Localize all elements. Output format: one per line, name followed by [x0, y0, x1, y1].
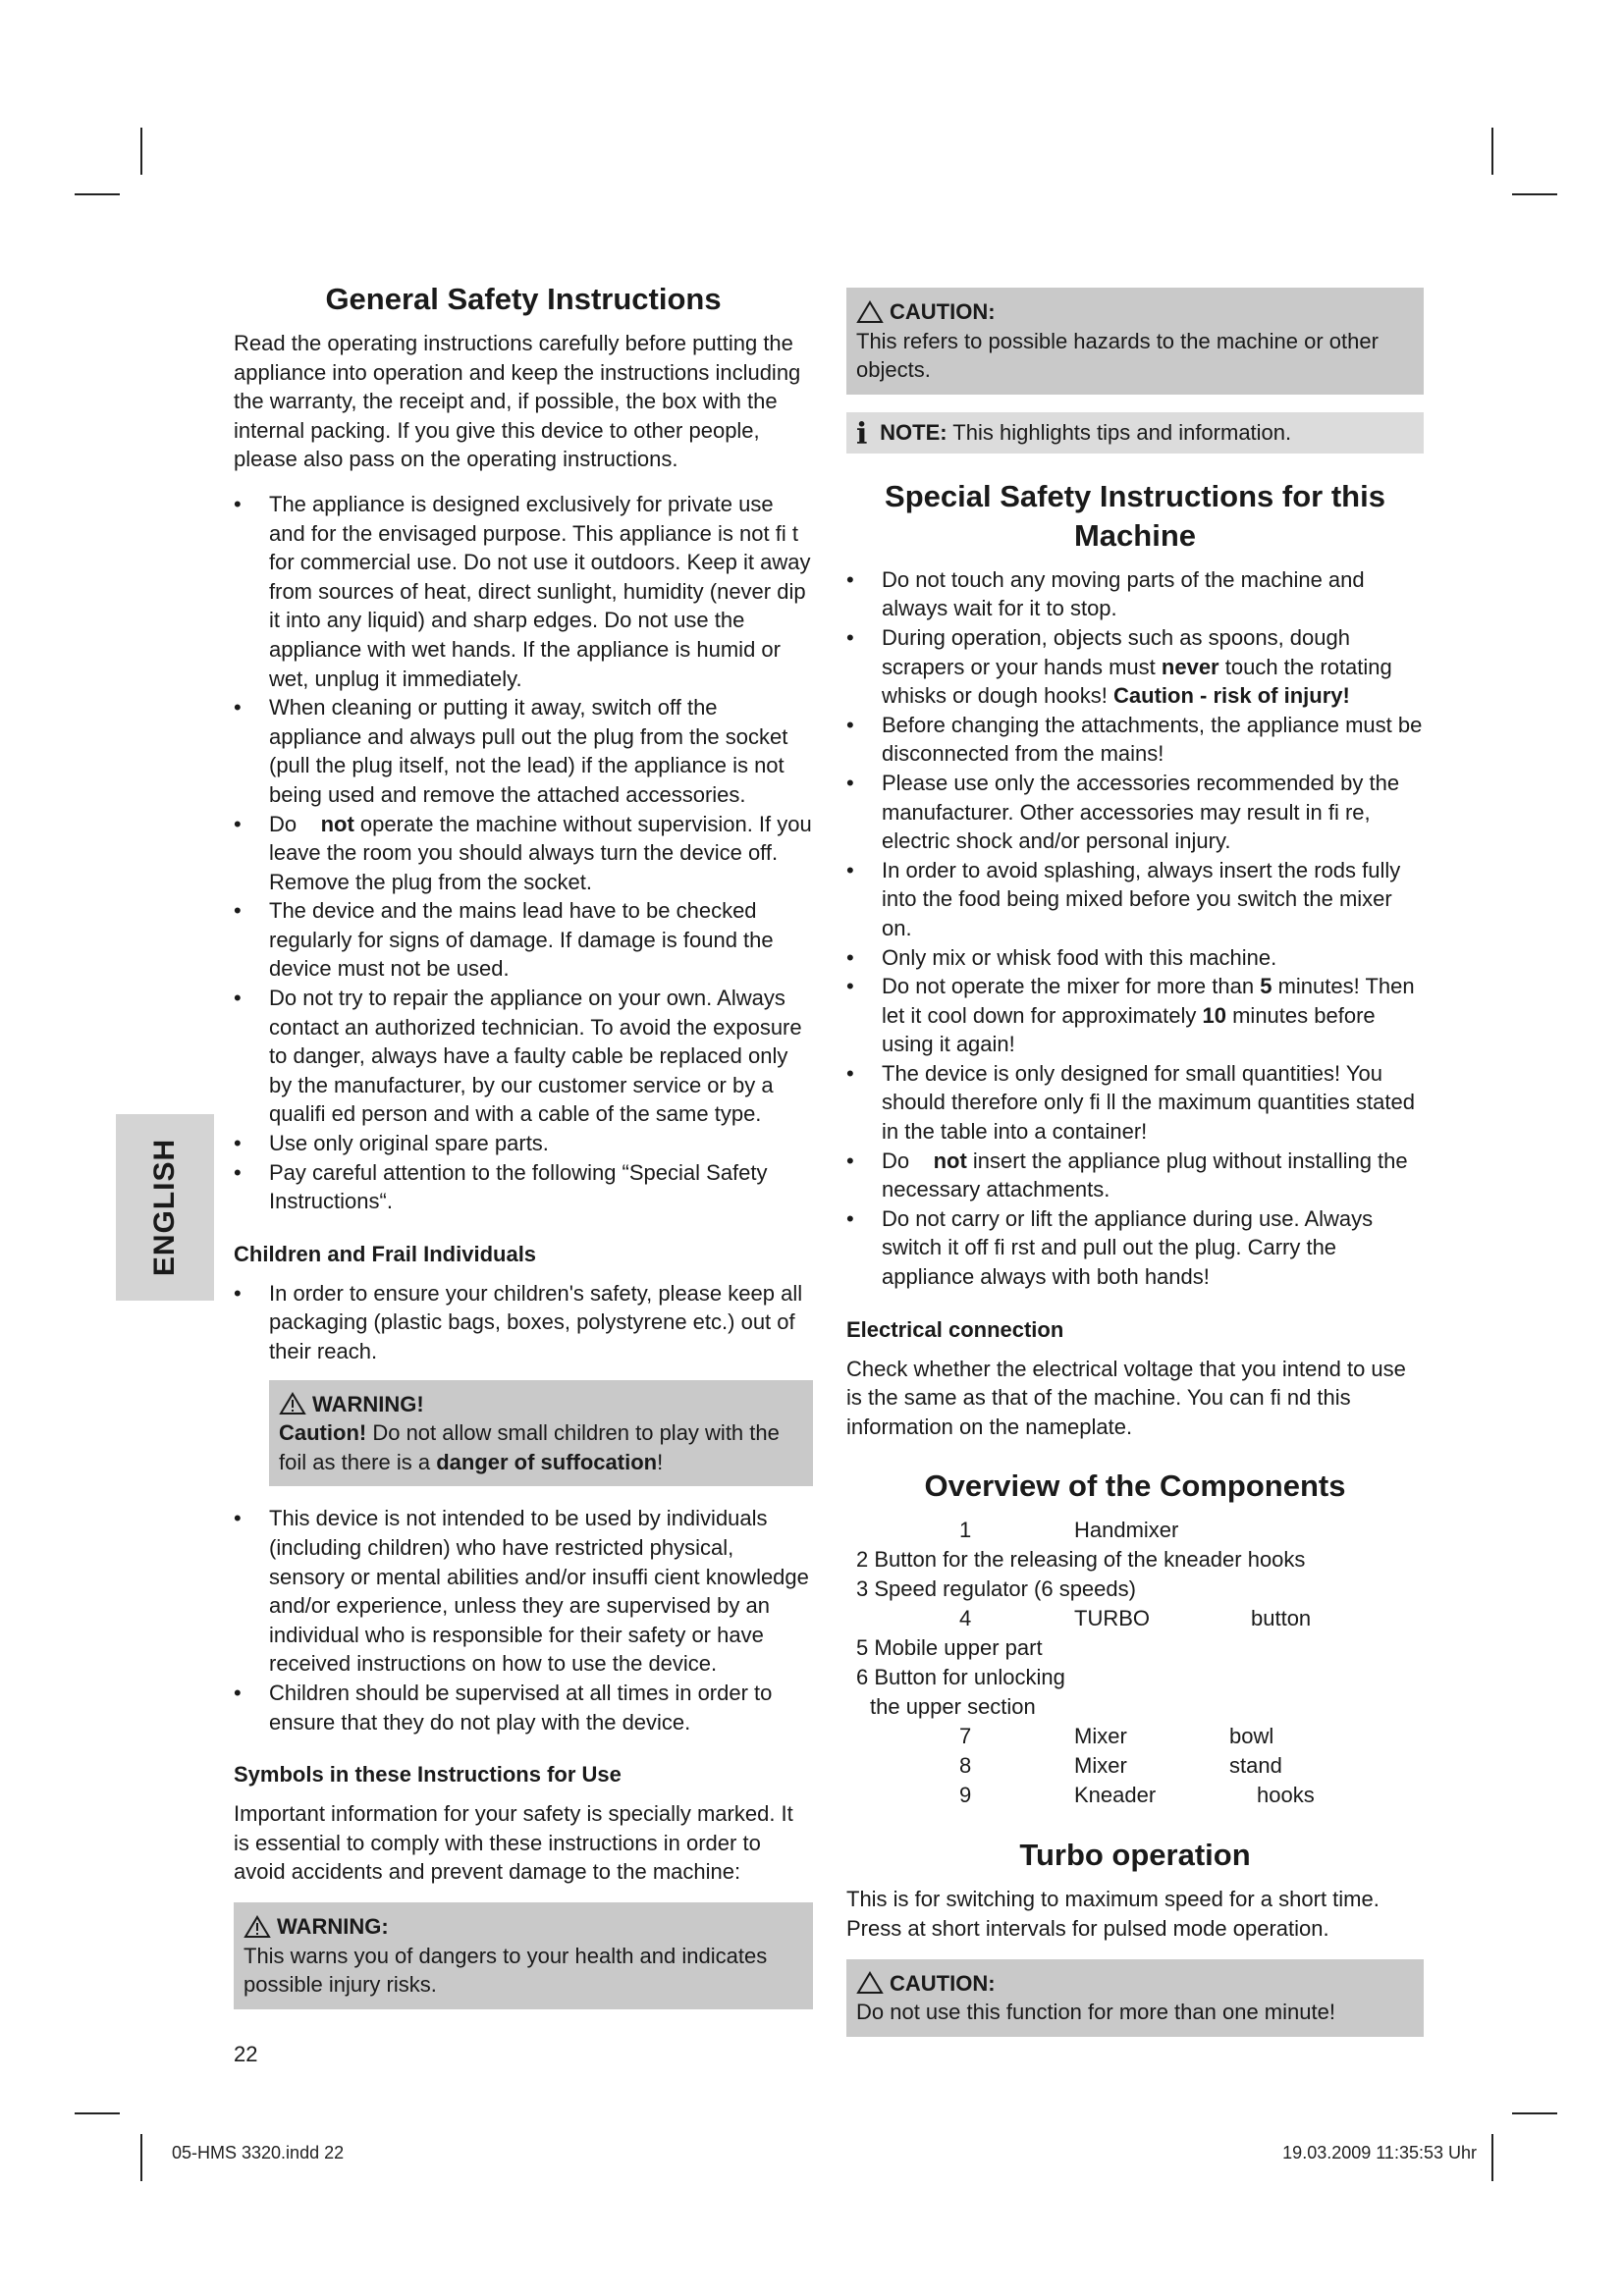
- caution-label: CAUTION:: [890, 299, 996, 324]
- general-safety-title: General Safety Instructions: [325, 282, 722, 316]
- info-icon: i: [856, 416, 868, 452]
- warning-heading: [244, 1912, 803, 1942]
- warning-text: [279, 1418, 803, 1476]
- electrical-paragraph: Check whether the electrical voltage that you intend to use is the same as that of the machine. You can fi nd this information on the nameplate.: [846, 1356, 1406, 1439]
- list-item: • The device and the mains lead have to be checked regularly for signs of damage. If damage is found the device must not be used.: [234, 896, 813, 984]
- caution-label: CAUTION:: [890, 1970, 996, 1996]
- list-item: [846, 1147, 1424, 1204]
- list-item: • When cleaning or putting it away, switch off the appliance and always pull out the plug from the socket (pull the plug itself, not the lead) if the appliance is not being used and remove the attached accessories.: [234, 693, 813, 809]
- warning-box: [269, 1380, 813, 1487]
- component-number: 4: [959, 1606, 972, 1631]
- note-label: NOTE:: [880, 419, 947, 445]
- do-word: Do: [882, 1148, 910, 1173]
- list-item: • Only mix or whisk food with this machine.: [846, 943, 1424, 973]
- turbo-title: Turbo operation: [1019, 1838, 1251, 1873]
- component-line: 6 Button for unlocking: [856, 1665, 1065, 1690]
- warning-triangle-icon: [244, 1915, 271, 1939]
- note-text: This highlights tips and information.: [952, 419, 1292, 445]
- component-name: Handmixer: [1074, 1518, 1179, 1543]
- page-number: 22: [234, 2042, 258, 2066]
- footer-file: 05-HMS 3320.indd 22: [172, 2143, 345, 2163]
- component-name: bowl: [1229, 1724, 1274, 1749]
- warning-text: This warns you of dangers to your health and indicates possible injury risks.: [244, 1943, 768, 1998]
- children-heading: Children and Frail Individuals: [234, 1241, 537, 1266]
- component-number: 8: [959, 1753, 972, 1779]
- caution-triangle-icon: [856, 300, 884, 324]
- do-word: Do: [269, 811, 298, 836]
- list-item-text: touch the rotating whisks or dough hooks!: [882, 654, 1392, 709]
- list-item: • The appliance is designed exclusively for private use and for the envisaged purpose. This appliance is not fi t for commercial use. Do not use it outdoors. Keep it away from sources of heat, direct sunlight, humidity (never dip it into any liquid) and sharp edges. Do not use the appliance with wet hands. If the appliance is humid or wet, unplug it immediately.: [234, 490, 813, 693]
- list-item-text: During operation, objects such as spoons, dough scrapers or your hands must: [882, 624, 1350, 679]
- list-item: • Please use only the accessories recommended by the manufacturer. Other accessories may result in fi re, electric shock and/or personal injury.: [846, 769, 1424, 856]
- crop-mark: [1491, 128, 1493, 175]
- list-item: • Do not touch any moving parts of the machine and always wait for it to stop.: [846, 565, 1424, 623]
- list-item-text: minutes before using it again!: [882, 1002, 1376, 1057]
- footer-date: 19.03.2009 11:35:53 Uhr: [1282, 2143, 1477, 2163]
- caution-heading: [856, 297, 1414, 327]
- list-item-text: minutes! Then let it cool down for approximately: [882, 974, 1415, 1028]
- language-tab: [116, 1114, 214, 1301]
- overview-title: Overview of the Components: [924, 1468, 1346, 1504]
- components-list: [846, 1516, 1424, 1781]
- component-number: 9: [959, 1783, 972, 1808]
- list-item: • Before changing the attachments, the appliance must be disconnected from the mains!: [846, 711, 1424, 769]
- component-name: Mixer: [1074, 1753, 1127, 1779]
- component-name: stand: [1229, 1753, 1282, 1779]
- warning-body: Do not allow small children to play with the foil as there is a: [279, 1420, 780, 1474]
- warning-end: !: [657, 1449, 664, 1474]
- crop-mark: [140, 2134, 142, 2181]
- list-item: • In order to ensure your children's safety, please keep all packaging (plastic bags, boxes, polystyrene etc.) out of their reach.: [234, 1279, 813, 1366]
- caution-box: [846, 1959, 1424, 2037]
- list-item-text: Do not operate the mixer for more than: [882, 974, 1255, 999]
- symbols-paragraph: Important information for your safety is specially marked. It is essential to comply with these instructions in order to avoid accidents and prevent damage to the machine:: [234, 1801, 793, 1885]
- list-item: • Pay careful attention to the following “Special Safety Instructions“.: [234, 1158, 813, 1216]
- component-number: 7: [959, 1724, 972, 1749]
- right-column: [846, 280, 1424, 2055]
- component-line: 2 Button for the releasing of the kneader hooks: [856, 1547, 1306, 1573]
- list-item: • Do not try to repair the appliance on your own. Always contact an authorized technician. To avoid the exposure to danger, always have a faulty cable be replaced only by the manufacturer, by our customer service or by a qualifi ed person and with a cable of the same type.: [234, 984, 813, 1129]
- general-bullets: [234, 490, 813, 1216]
- warning-heading: [279, 1390, 803, 1419]
- warning-label: WARNING!: [312, 1391, 424, 1416]
- left-column: [234, 280, 813, 2027]
- list-item: • Use only original spare parts.: [234, 1129, 813, 1158]
- component-name: TURBO: [1074, 1606, 1150, 1631]
- caution-box: [846, 288, 1424, 395]
- crop-mark: [1512, 2112, 1557, 2114]
- crop-mark: [75, 193, 120, 195]
- turbo-paragraph: This is for switching to maximum speed for a short time. Press at short intervals for pulsed mode operation.: [846, 1887, 1380, 1941]
- caution-text: Do not use this function for more than one minute!: [856, 2000, 1335, 2025]
- caution-heading: [856, 1969, 1414, 1999]
- component-name: Mixer: [1074, 1724, 1127, 1749]
- component-number: 1: [959, 1518, 972, 1543]
- caution-triangle-icon: [856, 1971, 884, 1995]
- danger-phrase: danger of suffocation: [436, 1449, 658, 1474]
- list-item: • Children should be supervised at all times in order to ensure that they do not play with the device.: [234, 1679, 813, 1736]
- component-line: 3 Speed regulator (6 speeds): [856, 1576, 1136, 1602]
- components-list-2: [846, 1781, 1424, 1810]
- children-bullets-2: [234, 1504, 813, 1736]
- component-name: Kneader: [1074, 1783, 1157, 1808]
- risk-phrase: Caution - risk of injury!: [1113, 683, 1350, 709]
- crop-mark: [1491, 2134, 1493, 2181]
- not-word: not: [320, 811, 354, 836]
- note-box: [846, 412, 1424, 454]
- list-item-text: insert the appliance plug without installing the necessary attachments.: [882, 1148, 1408, 1202]
- symbols-heading: Symbols in these Instructions for Use: [234, 1762, 622, 1788]
- not-word: not: [933, 1148, 967, 1173]
- never-word: never: [1161, 654, 1219, 679]
- list-item: [234, 810, 813, 897]
- crop-mark: [140, 128, 142, 175]
- warning-triangle-icon: [279, 1392, 306, 1415]
- list-item: [846, 623, 1424, 711]
- intro-paragraph: Read the operating instructions carefully before putting the appliance into operation and keep the instructions including the warranty, the receipt and, if possible, the box with the internal packing. If you give this device to other people, please also pass on the operating instructions.: [234, 331, 801, 472]
- minutes-value: 5: [1260, 974, 1272, 999]
- component-line: the upper section: [870, 1694, 1036, 1720]
- crop-mark: [1512, 193, 1557, 195]
- language-tab-label: ENGLISH: [148, 1138, 181, 1277]
- electrical-heading: Electrical connection: [846, 1316, 1064, 1342]
- caution-word: Caution!: [279, 1420, 367, 1446]
- list-item: • This device is not intended to be used by individuals (including children) who have restricted physical, sensory or mental abilities and/or insuffi cient knowledge and/or experience, unless they are supervised by an individual who is responsible for their safety or have received instructions on how to use the device.: [234, 1504, 813, 1679]
- crop-mark: [75, 2112, 120, 2114]
- list-item: • In order to avoid splashing, always insert the rods fully into the food being mixed before you switch the mixer on.: [846, 856, 1424, 943]
- list-item: • Do not carry or lift the appliance during use. Always switch it off fi rst and pull out the plug. Carry the appliance always with both hands!: [846, 1204, 1424, 1292]
- warning-label: WARNING:: [277, 1913, 389, 1939]
- minutes-value: 10: [1202, 1002, 1226, 1028]
- component-name: hooks: [1257, 1783, 1315, 1808]
- special-bullets: [846, 565, 1424, 1292]
- caution-text: This refers to possible hazards to the machine or other objects.: [856, 328, 1379, 383]
- warning-box: [234, 1902, 813, 2009]
- list-item: • The device is only designed for small quantities! You should therefore only fi ll the maximum quantities stated in the table into a container!: [846, 1059, 1424, 1147]
- list-item: [846, 972, 1424, 1059]
- component-line: 5 Mobile upper part: [856, 1635, 1043, 1661]
- children-bullets: [234, 1279, 813, 1366]
- special-safety-title: Special Safety Instructions for this Machine: [885, 478, 1385, 553]
- list-item-text: operate the machine without supervision. If you leave the room you should always turn the device off. Remove the plug from the socket.: [269, 811, 812, 894]
- component-name: button: [1251, 1606, 1312, 1631]
